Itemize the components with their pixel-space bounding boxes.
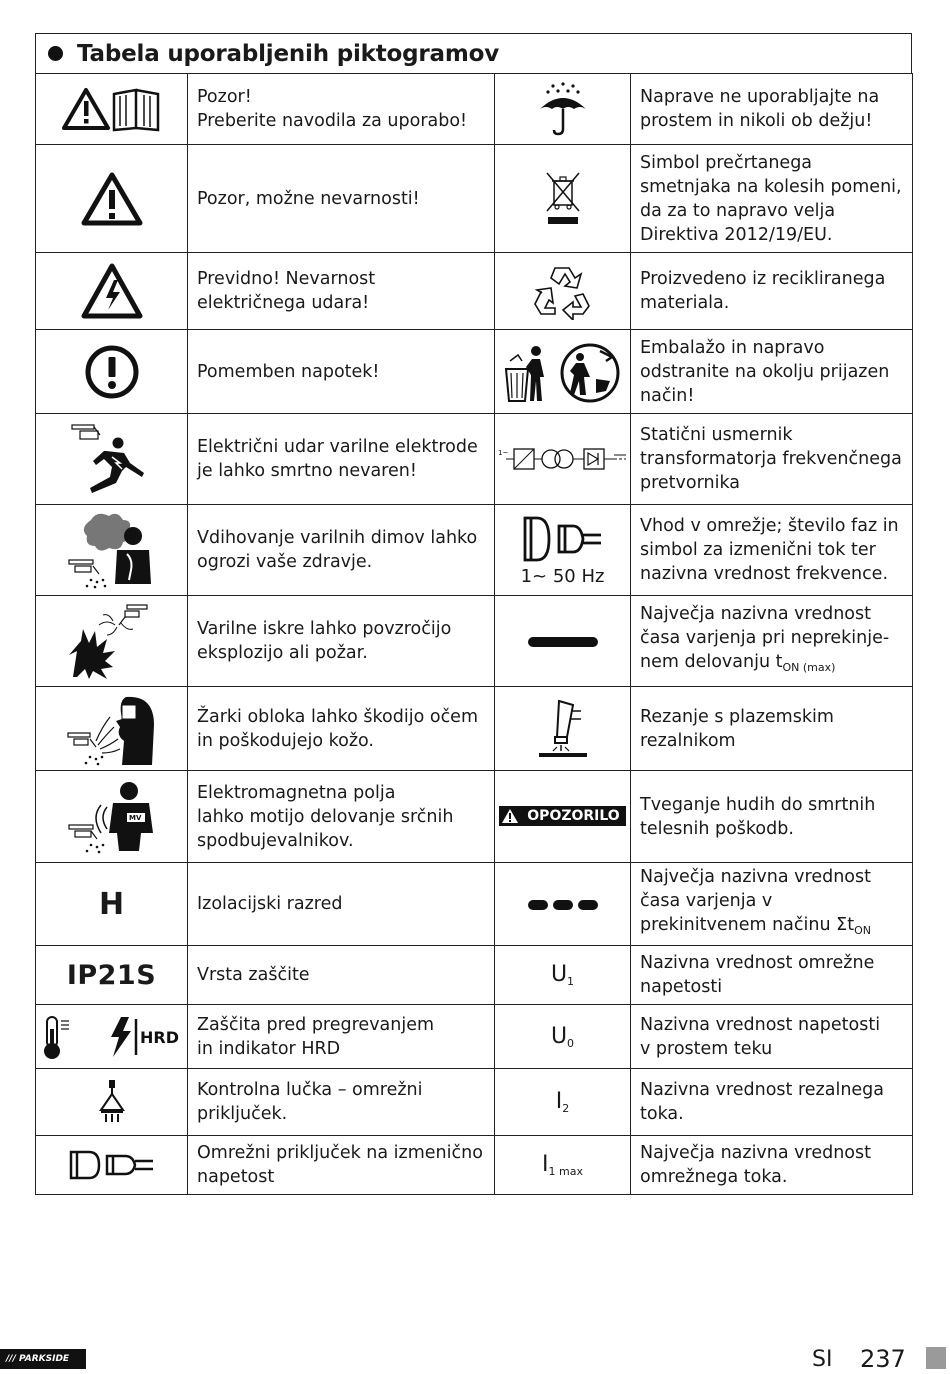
left-description: Pozor, možne nevarnosti! xyxy=(188,145,495,253)
left-description: Omrežni priključek na izmenično napetost xyxy=(188,1136,495,1195)
svg-text:HRD: HRD xyxy=(139,1027,179,1047)
recycle-icon xyxy=(495,253,631,330)
cutting-current-symbol: $I_2$ xyxy=(495,1069,631,1136)
table-row xyxy=(36,253,913,330)
mains-input-label: 1~ 50 Hz xyxy=(520,565,605,587)
left-description: Zaščita pred pregrevanjem in indikator HRD xyxy=(188,1005,495,1069)
table-row xyxy=(36,596,913,687)
ac-mains-plug-icon xyxy=(36,1136,188,1195)
right-description: Nazivna vrednost omrežne napetosti xyxy=(631,946,913,1005)
bullet-icon xyxy=(48,46,63,61)
table-row xyxy=(36,771,913,863)
brand-logo: /// PARKSIDE xyxy=(0,1349,86,1369)
electrode-shock-icon xyxy=(36,414,188,505)
right-description: Rezanje s plazemskim rezalnikom xyxy=(631,687,913,771)
svg-text:1~: 1~ xyxy=(497,449,508,457)
warning-badge xyxy=(495,771,631,863)
important-note-icon xyxy=(36,330,188,414)
svg-text:MV: MV xyxy=(128,813,141,822)
page-number: 237 xyxy=(860,1345,906,1373)
table-row xyxy=(36,1005,913,1069)
right-description: Največja nazivna vrednost časa varjenja v prekinitvenem načinu $\Sigma t_{ON}$ xyxy=(631,863,913,946)
left-description: Žarki obloka lahko škodijo očem in poškodujejo kožo. xyxy=(188,687,495,771)
plasma-cutting-icon xyxy=(495,687,631,771)
static-rectifier-icon xyxy=(495,414,631,505)
table-row xyxy=(36,863,913,946)
left-description: Previdno! Nevarnost električnega udara! xyxy=(188,253,495,330)
right-description: Vhod v omrežje; število faz in simbol za izmenični tok ter nazivna vrednost frekvence. xyxy=(631,505,913,596)
table-row xyxy=(36,145,913,253)
page-edge-tab xyxy=(926,1347,946,1369)
table-title-row xyxy=(35,33,912,73)
table-row xyxy=(36,74,913,145)
max-mains-current-symbol: $I_{1 max}$ xyxy=(495,1136,631,1195)
umbrella-rain-icon xyxy=(495,74,631,145)
warning-badge-label: OPOZORILO xyxy=(527,807,620,824)
warning-triangle-icon xyxy=(501,808,519,824)
mains-input-icon xyxy=(495,505,631,596)
table-row xyxy=(36,505,913,596)
right-description: Največja nazivna vrednost časa varjenja pri neprekinje-nem delovanju $t_{ON (max)}$ xyxy=(631,596,913,687)
table-row xyxy=(36,687,913,771)
right-description: Tveganje hudih do smrtnih telesnih poškodb. xyxy=(631,771,913,863)
welding-fumes-icon xyxy=(36,505,188,596)
right-description: Proizvedeno iz recikliranega materiala. xyxy=(631,253,913,330)
right-description: Statični usmernik transformatorja frekvenčnega pretvornika xyxy=(631,414,913,505)
insulation-class-label: H xyxy=(36,863,188,946)
right-description: Simbol prečrtanega smetnjaka na kolesih pomeni, da za to napravo velja Direktiva 2012/19/EU. xyxy=(631,145,913,253)
right-description: Največja nazivna vrednost omrežnega toka. xyxy=(631,1136,913,1195)
left-description: Električni udar varilne elektrode je lahko smrtno nevaren! xyxy=(188,414,495,505)
left-description: Pomemben napotek! xyxy=(188,330,495,414)
right-description: Embalažo in napravo odstranite na okolju prijazen način! xyxy=(631,330,913,414)
pictogram-grid xyxy=(35,73,913,1195)
left-description: Vdihovanje varilnih dimov lahko ogrozi vaše zdravje. xyxy=(188,505,495,596)
power-indicator-lamp-icon xyxy=(36,1069,188,1136)
overheat-hrd-icon xyxy=(36,1005,188,1069)
table-title: Tabela uporabljenih piktogramov xyxy=(77,40,500,67)
pictogram-table xyxy=(35,33,912,1195)
left-description: Pozor! Preberite navodila za uporabo! xyxy=(188,74,495,145)
sparks-explosion-icon xyxy=(36,596,188,687)
no-load-voltage-symbol: $U_0$ xyxy=(495,1005,631,1069)
right-description: Nazivna vrednost napetosti v prostem teku xyxy=(631,1005,913,1069)
table-row xyxy=(36,414,913,505)
electric-hazard-icon xyxy=(36,253,188,330)
left-description: Elektromagnetna polja lahko motijo delovanje srčnih spodbujevalnikov. xyxy=(188,771,495,863)
left-description: Kontrolna lučka – omrežni priključek. xyxy=(188,1069,495,1136)
left-description: Vrsta zaščite xyxy=(188,946,495,1005)
arc-rays-icon xyxy=(36,687,188,771)
table-row xyxy=(36,1136,913,1195)
warning-manual-icon xyxy=(36,74,188,145)
mains-voltage-symbol: $U_1$ xyxy=(495,946,631,1005)
warning-triangle-icon xyxy=(36,145,188,253)
electromagnetic-field-icon xyxy=(36,771,188,863)
table-row xyxy=(36,946,913,1005)
table-row xyxy=(36,1069,913,1136)
left-description: Varilne iskre lahko povzročijo eksplozijo ali požar. xyxy=(188,596,495,687)
left-description: Izolacijski razred xyxy=(188,863,495,946)
language-code: SI xyxy=(812,1347,833,1372)
intermittent-duty-icon xyxy=(495,863,631,946)
right-description: Nazivna vrednost rezalnega toka. xyxy=(631,1069,913,1136)
table-row xyxy=(36,330,913,414)
continuous-duty-icon xyxy=(495,596,631,687)
dispose-packaging-icon xyxy=(495,330,631,414)
crossed-bin-icon xyxy=(495,145,631,253)
right-description: Naprave ne uporabljajte na prostem in nikoli ob dežju! xyxy=(631,74,913,145)
protection-class-label: IP21S xyxy=(36,946,188,1005)
